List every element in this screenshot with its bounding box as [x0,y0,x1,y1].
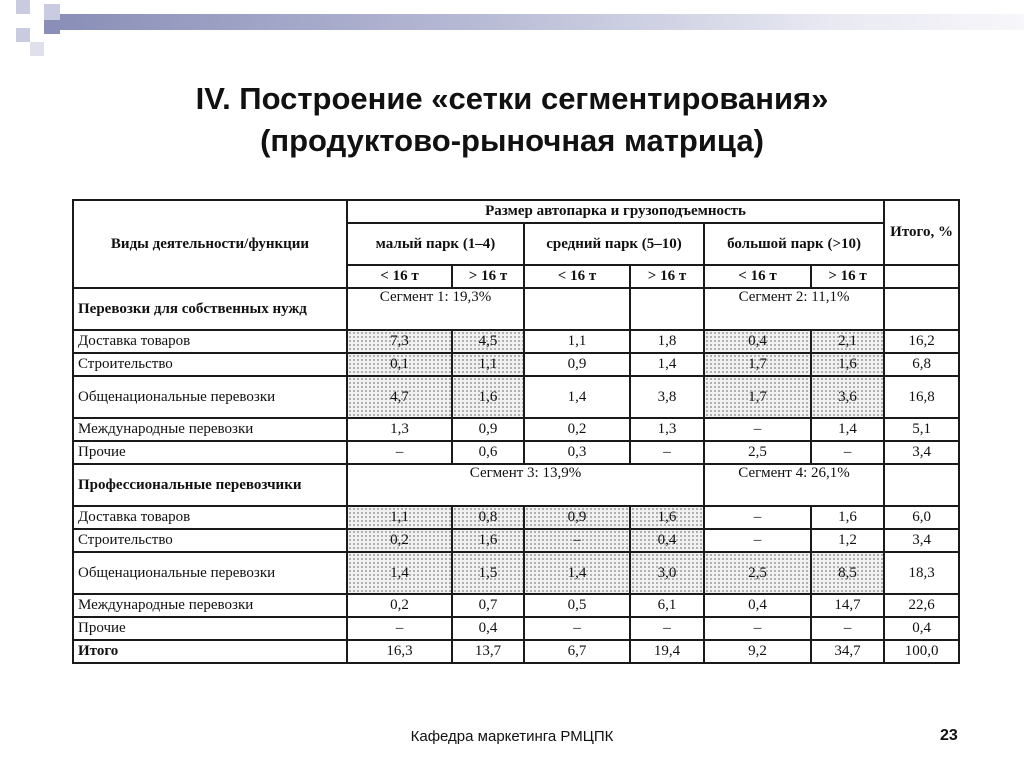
value-cell: 0,9 [452,418,524,441]
grand-total-value: 9,2 [704,640,811,663]
value-cell: 0,2 [524,418,630,441]
header-gradient-bar [60,14,1024,30]
header-small-fleet: малый парк (1–4) [347,223,524,265]
row-total-cell: 6,8 [884,353,959,376]
page-number: 23 [940,727,958,744]
row-label: Прочие [73,617,347,640]
header-gt16-large: > 16 т [811,265,884,288]
value-cell: – [704,418,811,441]
value-cell: 7,3 [347,330,452,353]
value-cell: 2,5 [704,552,811,594]
table-row [73,376,959,418]
header-types-label: Виды деятельности/функции [110,235,310,252]
value-cell: – [347,441,452,464]
table-row [73,330,959,353]
value-cell: 0,4 [452,617,524,640]
row-total-cell: 0,4 [884,617,959,640]
value-cell: 0,9 [524,353,630,376]
header-large-fleet: большой парк (>10) [704,223,884,265]
empty-cell [884,464,959,506]
row-label: Общенациональные перевозки [73,376,347,418]
deco-square [16,0,30,14]
deco-square [30,42,44,56]
grand-total-label: Итого [73,640,347,663]
row-total-cell: 16,8 [884,376,959,418]
value-cell: 0,8 [452,506,524,529]
value-cell: 1,6 [630,506,704,529]
value-cell: 1,2 [811,529,884,552]
row-total-cell: 16,2 [884,330,959,353]
value-cell: 1,4 [630,353,704,376]
table-row [73,617,959,640]
header-lt16-large: < 16 т [704,265,811,288]
header-decoration [0,0,1024,60]
row-label: Доставка товаров [73,330,347,353]
value-cell: 2,1 [811,330,884,353]
row-label: Строительство [73,353,347,376]
value-cell: 1,6 [452,376,524,418]
value-cell: – [811,617,884,640]
value-cell: 2,5 [704,441,811,464]
value-cell: 1,7 [704,376,811,418]
grand-total-value: 19,4 [630,640,704,663]
value-cell: 0,5 [524,594,630,617]
slide-title-line2: (продуктово-рыночная матрица) [260,123,764,158]
value-cell: 8,5 [811,552,884,594]
row-label: Строительство [73,529,347,552]
deco-square [44,4,60,20]
empty-cell [884,288,959,330]
table-row [73,418,959,441]
value-cell: – [524,529,630,552]
header-gt16-small: > 16 т [452,265,524,288]
segment-label-right: Сегмент 2: 11,1% [704,288,884,330]
row-total-cell: 3,4 [884,441,959,464]
value-cell: – [630,441,704,464]
table-row [73,506,959,529]
row-label: Международные перевозки [73,418,347,441]
value-cell: 14,7 [811,594,884,617]
slide-title [0,78,1024,162]
deco-square [16,28,30,42]
table-row [73,441,959,464]
value-cell: 1,4 [524,552,630,594]
row-label: Общенациональные перевозки [73,552,347,594]
value-cell: – [630,617,704,640]
value-cell: 1,4 [347,552,452,594]
header-row-1 [73,200,959,223]
header-types [73,200,347,288]
table-row [73,529,959,552]
value-cell: – [524,617,630,640]
row-label: Прочие [73,441,347,464]
header-lt16-medium: < 16 т [524,265,630,288]
grand-total-value: 34,7 [811,640,884,663]
row-label: Доставка товаров [73,506,347,529]
value-cell: 1,7 [704,353,811,376]
value-cell: 0,4 [704,594,811,617]
footer-department: Кафедра маркетинга РМЦПК [410,728,614,745]
value-cell: 0,2 [347,594,452,617]
header-total: Итого, % [884,200,959,265]
value-cell: 4,7 [347,376,452,418]
grand-total-value: 6,7 [524,640,630,663]
value-cell: 0,3 [524,441,630,464]
slide-title-line1: IV. Построение «сетки сегментирования» [195,81,829,116]
value-cell: 1,3 [347,418,452,441]
value-cell: 1,5 [452,552,524,594]
value-cell: – [704,506,811,529]
value-cell: 1,8 [630,330,704,353]
row-total-cell: 5,1 [884,418,959,441]
value-cell: 1,1 [347,506,452,529]
value-cell: 1,6 [811,353,884,376]
value-cell: 6,1 [630,594,704,617]
value-cell: – [811,441,884,464]
header-size-group: Размер автопарка и грузоподъемность [347,200,884,223]
group-name: Перевозки для собственных нужд [73,288,347,330]
header-total-empty [884,265,959,288]
header-gt16-medium: > 16 т [630,265,704,288]
segmentation-table [72,199,960,664]
value-cell: 1,6 [452,529,524,552]
empty-cell [630,288,704,330]
value-cell: 3,0 [630,552,704,594]
value-cell: 0,4 [704,330,811,353]
grand-total-value: 16,3 [347,640,452,663]
value-cell: 3,8 [630,376,704,418]
row-label: Международные перевозки [73,594,347,617]
row-total-cell: 18,3 [884,552,959,594]
value-cell: 1,1 [524,330,630,353]
table-row [73,353,959,376]
value-cell: 0,2 [347,529,452,552]
value-cell: – [347,617,452,640]
value-cell: 0,9 [524,506,630,529]
value-cell: 1,3 [630,418,704,441]
grand-total-row [73,640,959,663]
value-cell: 0,7 [452,594,524,617]
group-row [73,288,959,330]
group-name: Профессиональные перевозчики [73,464,347,506]
row-total-cell: 22,6 [884,594,959,617]
group-row [73,464,959,506]
header-lt16-small: < 16 т [347,265,452,288]
deco-square [30,14,44,28]
grand-total-sum: 100,0 [884,640,959,663]
header-medium-fleet: средний парк (5–10) [524,223,704,265]
empty-cell [524,288,630,330]
value-cell: – [704,529,811,552]
table-row [73,594,959,617]
deco-square [44,20,60,34]
row-total-cell: 3,4 [884,529,959,552]
value-cell: 0,4 [630,529,704,552]
value-cell: 1,4 [524,376,630,418]
value-cell: 3,6 [811,376,884,418]
value-cell: – [704,617,811,640]
value-cell: 1,6 [811,506,884,529]
value-cell: 4,5 [452,330,524,353]
segment-label-left: Сегмент 1: 19,3% [347,288,524,330]
value-cell: 1,1 [452,353,524,376]
table-row [73,552,959,594]
segmentation-table-wrapper [72,199,958,664]
value-cell: 1,4 [811,418,884,441]
row-total-cell: 6,0 [884,506,959,529]
segment-label-right: Сегмент 4: 26,1% [704,464,884,506]
value-cell: 0,6 [452,441,524,464]
value-cell: 0,1 [347,353,452,376]
grand-total-value: 13,7 [452,640,524,663]
segment-label-left: Сегмент 3: 13,9% [347,464,704,506]
